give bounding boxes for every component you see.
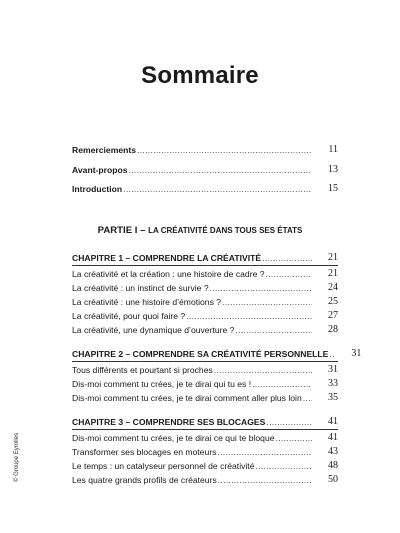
dot-leader bbox=[255, 460, 312, 472]
toc-entry[interactable] bbox=[72, 458, 338, 472]
toc-entry[interactable] bbox=[72, 390, 338, 404]
dot-leader bbox=[222, 296, 312, 308]
toc-entry[interactable] bbox=[72, 444, 338, 458]
toc-entry-label: Les quatre grands profils de créateurs bbox=[72, 475, 217, 485]
toc-entry-label: Transformer ses blocages en moteurs bbox=[72, 447, 217, 457]
dot-leader bbox=[329, 348, 335, 360]
toc-entry-label: Dis-moi comment tu crées, je te dirai ce qui te bloque bbox=[72, 433, 275, 443]
chapter-label: CHAPITRE 1 – COMPRENDRE LA CRÉATIVITÉ bbox=[72, 253, 262, 263]
toc-page-number: 48 bbox=[328, 460, 338, 471]
toc-entry-label: Dis-moi comment tu crées, je te dirai comment aller plus loin bbox=[72, 393, 302, 403]
toc-page-number: 24 bbox=[328, 282, 338, 293]
toc-chapter-3[interactable] bbox=[72, 414, 338, 428]
chapter-label: CHAPITRE 3 – COMPRENDRE SES BLOCAGES bbox=[72, 417, 266, 427]
dot-leader bbox=[210, 282, 312, 294]
toc-page-number: 35 bbox=[328, 392, 338, 403]
dot-leader bbox=[276, 432, 312, 444]
toc-page-number: 15 bbox=[328, 183, 338, 194]
toc-chapter-2[interactable] bbox=[72, 346, 362, 360]
toc-entry-label: La créativité : une histoire d’émotions ? bbox=[72, 297, 222, 307]
toc-entry-label: Dis-moi comment tu crées, je te dirai qui tu es ! bbox=[72, 379, 252, 389]
dot-leader bbox=[214, 364, 312, 376]
toc-entry[interactable] bbox=[72, 472, 338, 486]
toc-chapter-1[interactable] bbox=[72, 250, 338, 264]
dot-leader bbox=[218, 474, 312, 486]
dot-leader bbox=[235, 324, 312, 336]
toc-entry[interactable] bbox=[72, 322, 338, 336]
toc-entry-label: Tous différents et pourtant si proches bbox=[72, 365, 213, 375]
dot-leader bbox=[252, 378, 312, 390]
toc-entry-label: La créativité, une dynamique d’ouverture ? bbox=[72, 325, 235, 335]
toc-entry-label: Introduction bbox=[72, 184, 123, 194]
toc-page-number: 27 bbox=[328, 310, 338, 321]
toc-entry[interactable] bbox=[72, 280, 338, 294]
toc-entry-avant-propos[interactable] bbox=[72, 162, 338, 176]
toc-entry-label: La créativité et la création : une histoire de cadre ? bbox=[72, 269, 265, 279]
part-heading bbox=[0, 225, 400, 236]
toc-page-number: 11 bbox=[328, 144, 338, 155]
dot-leader bbox=[123, 183, 312, 195]
toc-page-number: 31 bbox=[328, 364, 338, 375]
toc-entry[interactable] bbox=[72, 266, 338, 280]
toc-entry[interactable] bbox=[72, 362, 338, 376]
toc-entry-label: Remerciements bbox=[72, 145, 137, 155]
dot-leader bbox=[303, 392, 312, 404]
toc-page-number: 31 bbox=[351, 348, 362, 359]
dot-leader bbox=[262, 252, 312, 264]
toc-entry-label: Avant-propos bbox=[72, 165, 128, 175]
part-prefix: PARTIE I – bbox=[97, 225, 149, 236]
toc-entry-label: La créativité, pour quoi faire ? bbox=[72, 311, 186, 321]
toc-entry-label: La créativité : un instinct de survie ? bbox=[72, 283, 209, 293]
toc-page-number: 41 bbox=[328, 416, 338, 427]
toc-entry[interactable] bbox=[72, 376, 338, 390]
toc-entry[interactable] bbox=[72, 430, 338, 444]
toc-page-number: 33 bbox=[328, 378, 338, 389]
part-title: LA CRÉATIVITÉ DANS TOUS SES ÉTATS bbox=[148, 226, 303, 235]
dot-leader bbox=[186, 310, 312, 322]
toc-entry[interactable] bbox=[72, 294, 338, 308]
toc-page-number: 13 bbox=[328, 164, 338, 175]
toc-page-number: 25 bbox=[328, 296, 338, 307]
toc-page-number: 41 bbox=[328, 432, 338, 443]
toc-entry-remerciements[interactable] bbox=[72, 142, 338, 156]
toc-page-number: 43 bbox=[328, 446, 338, 457]
dot-leader bbox=[266, 416, 312, 428]
chapter-label: CHAPITRE 2 – COMPRENDRE SA CRÉATIVITÉ PERSONNELLE bbox=[72, 349, 329, 359]
toc-page-number: 28 bbox=[328, 324, 338, 335]
dot-leader bbox=[129, 164, 312, 176]
dot-leader bbox=[217, 446, 312, 458]
dot-leader bbox=[137, 144, 312, 156]
dot-leader bbox=[266, 268, 312, 280]
copyright-notice: © Groupe Eyrolles bbox=[14, 432, 20, 482]
toc-entry-introduction[interactable] bbox=[72, 181, 338, 195]
toc-page-number: 21 bbox=[328, 252, 338, 263]
toc-entry-label: Le temps : un catalyseur personnel de créativité bbox=[72, 461, 255, 471]
toc-page-number: 21 bbox=[328, 268, 338, 279]
toc-page-number: 50 bbox=[328, 474, 338, 485]
toc-entry[interactable] bbox=[72, 308, 338, 322]
page-title: Sommaire bbox=[141, 62, 259, 89]
